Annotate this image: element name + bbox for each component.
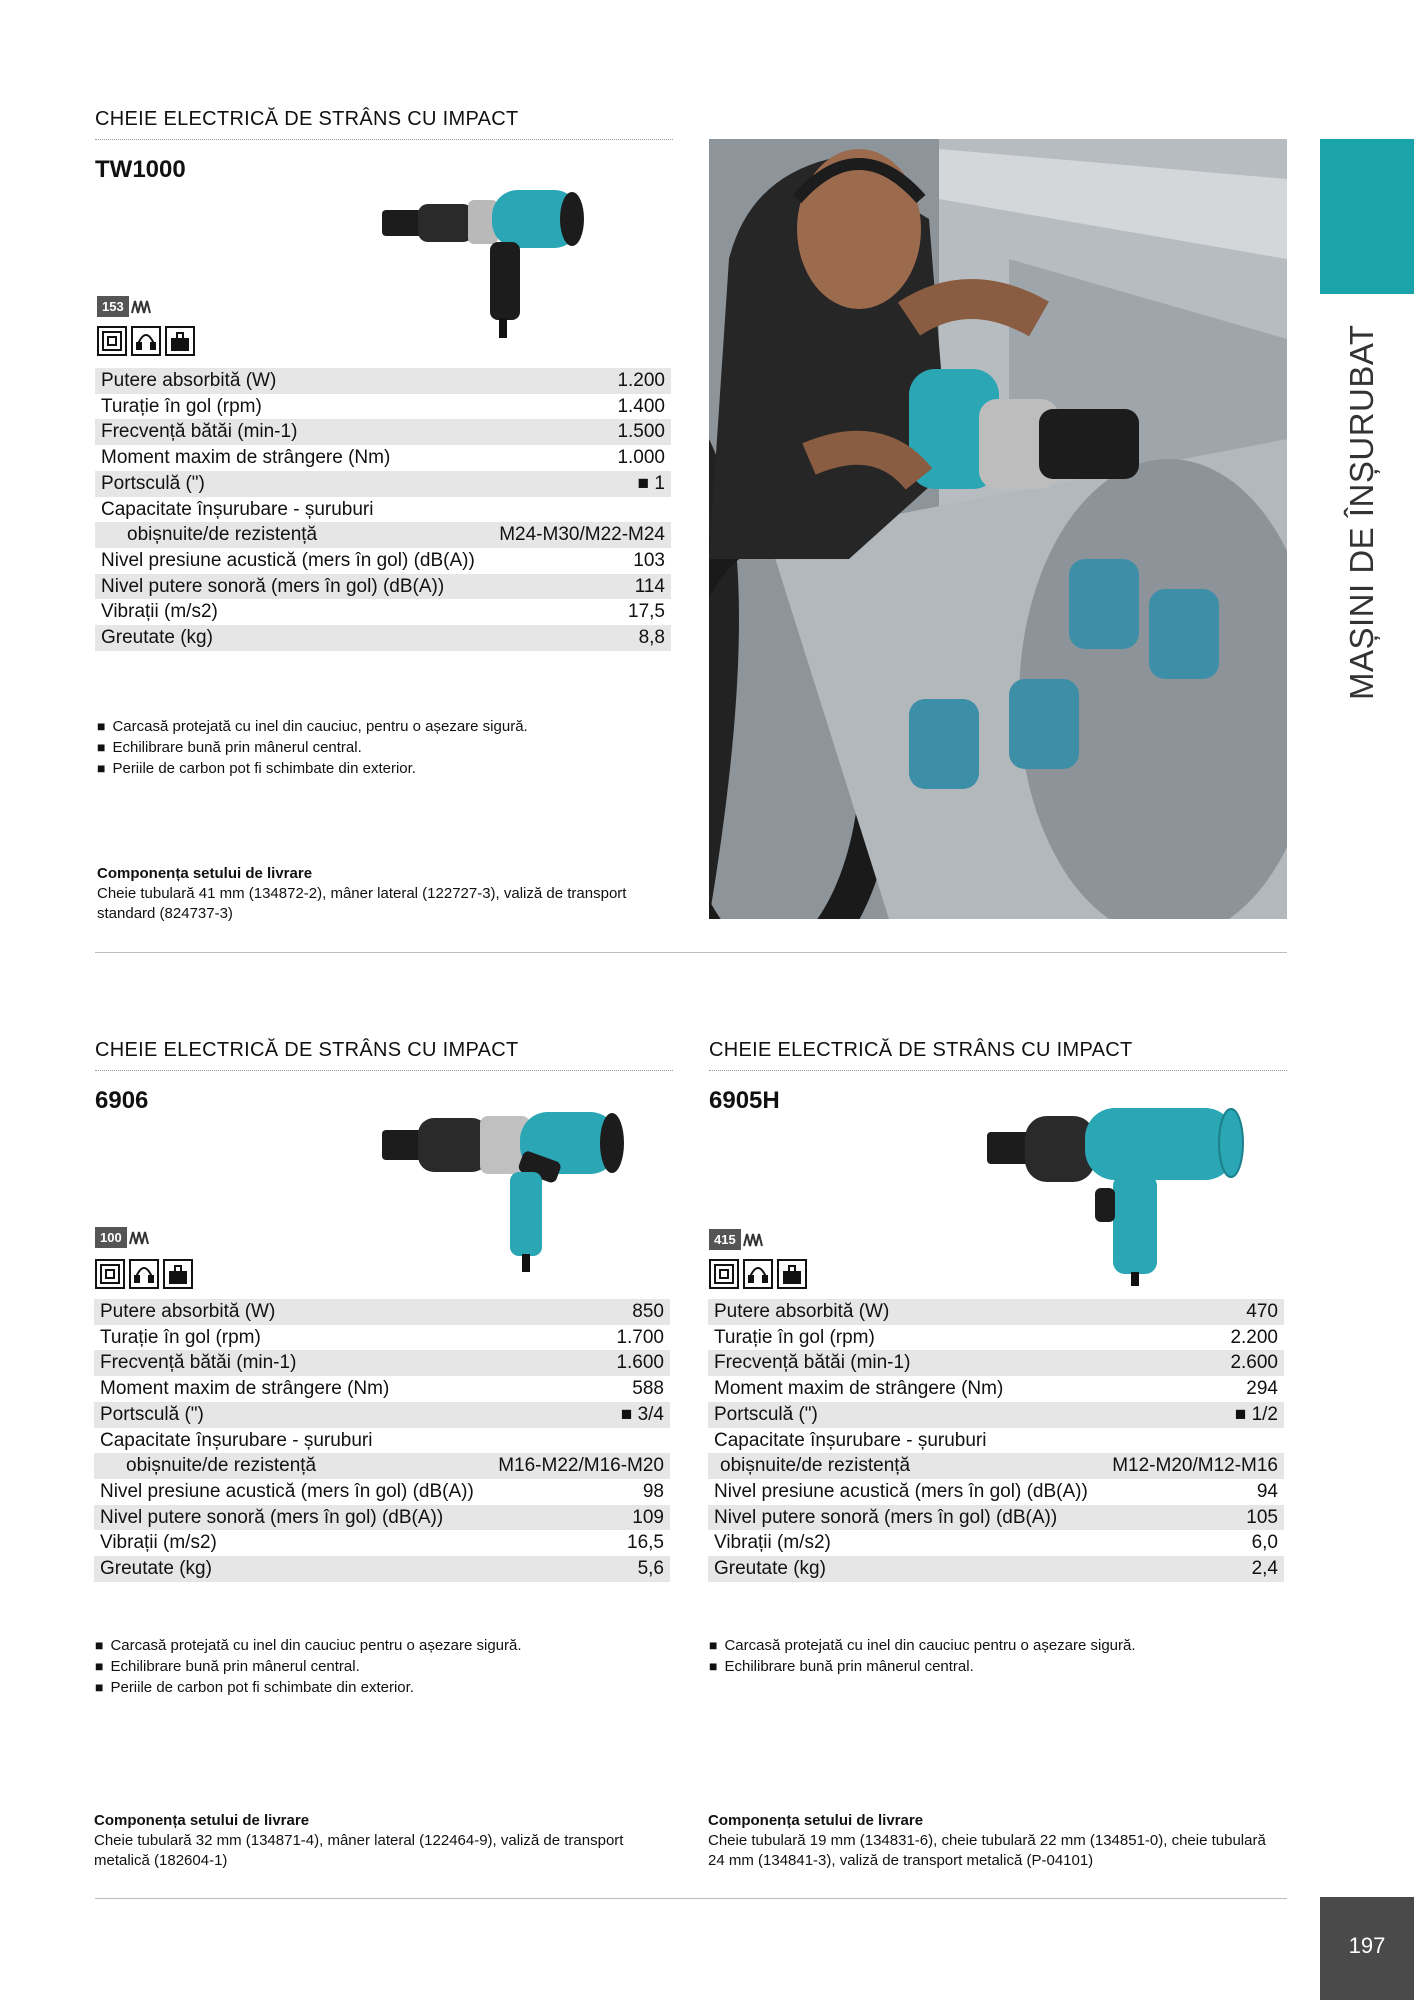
spec-row <box>94 1350 670 1376</box>
side-category-label <box>1343 324 1383 700</box>
spec-label: Putere absorbită (W) <box>708 1299 1102 1325</box>
delivery-kit-tw1000 <box>97 864 657 924</box>
spec-value: 6,0 <box>1251 1532 1278 1554</box>
feature-item: ■ Periile de carbon pot fi schimbate din exterior. <box>97 758 528 779</box>
spec-label: Putere absorbită (W) <box>94 1299 488 1325</box>
spec-row <box>94 1479 670 1505</box>
spec-label: Frecvență bătăi (min-1) <box>708 1350 1102 1376</box>
ear-protection-icon <box>129 1259 159 1289</box>
spec-value: ■ 1 <box>489 471 671 497</box>
spec-label: Capacitate înșurubare - șuruburi <box>100 1429 373 1451</box>
badge-row <box>95 1227 151 1248</box>
spec-value: ■ 3/4 <box>488 1402 670 1428</box>
spec-label: Frecvență bătăi (min-1) <box>94 1350 488 1376</box>
spec-value <box>488 1428 670 1454</box>
feature-item: ■ Carcasă protejată cu inel din cauciuc pentru o așezare sigură. <box>95 1635 522 1656</box>
spec-value: 2,4 <box>1102 1556 1284 1582</box>
carry-case-icon <box>163 1259 193 1289</box>
badge-row <box>709 1229 765 1250</box>
spec-value: 16,5 <box>627 1532 664 1554</box>
category-title: CHEIE ELECTRICĂ DE STRÂNS CU IMPACT <box>95 1039 673 1071</box>
spec-row <box>94 1453 670 1479</box>
spec-row <box>95 548 671 574</box>
weight-badge: 153 <box>97 296 129 317</box>
kit-text: Cheie tubulară 32 mm (134871-4), mâner lateral (122464-9), valiză de transport metalică (182604-1) <box>94 1832 624 1869</box>
spec-value: 94 <box>1256 1480 1278 1502</box>
spec-label: Nivel putere sonoră (mers în gol) (dB(A)) <box>708 1505 1102 1531</box>
page-number: 197 <box>1320 1897 1414 2000</box>
spec-row <box>94 1299 670 1325</box>
spec-label: Capacitate înșurubare - șuruburi <box>714 1429 987 1451</box>
spec-row <box>708 1479 1284 1505</box>
spec-value: 588 <box>632 1378 664 1400</box>
spec-value: M16-M22/M16-M20 <box>488 1453 670 1479</box>
spec-value: 1.500 <box>489 419 671 445</box>
spec-row <box>708 1453 1284 1479</box>
delivery-kit-6906 <box>94 1811 654 1871</box>
spec-row <box>94 1556 670 1582</box>
spec-row <box>95 497 671 523</box>
spec-value: 294 <box>1246 1378 1278 1400</box>
spring-icon <box>743 1230 765 1250</box>
spec-label: Nivel presiune acustică (mers în gol) (dB(A)) <box>101 549 475 571</box>
spec-label: Moment maxim de strângere (Nm) <box>101 447 391 469</box>
spec-value: 114 <box>489 574 671 600</box>
ear-protection-icon <box>131 326 161 356</box>
feature-icons <box>95 1259 193 1289</box>
model-name: 6905H <box>709 1087 780 1114</box>
spec-row <box>95 445 671 471</box>
spec-label: Vibrații (m/s2) <box>714 1532 831 1554</box>
weight-badge: 415 <box>709 1229 741 1250</box>
spec-value: 1.000 <box>617 447 665 469</box>
feature-list-6905h <box>709 1635 1136 1677</box>
spec-table-6905h <box>708 1299 1284 1582</box>
spec-row <box>95 625 671 651</box>
spec-label: Portsculă (") <box>94 1402 488 1428</box>
side-color-tab <box>1320 139 1414 294</box>
feature-item: ■ Echilibrare bună prin mânerul central. <box>95 1656 522 1677</box>
spec-row <box>95 419 671 445</box>
carry-case-icon <box>777 1259 807 1289</box>
double-insulation-icon <box>97 326 127 356</box>
model-name: 6906 <box>95 1087 149 1114</box>
spec-label: Turație în gol (rpm) <box>100 1326 261 1348</box>
spec-value: 2.600 <box>1102 1350 1284 1376</box>
kit-title: Componența setului de livrare <box>708 1812 924 1829</box>
weight-badge: 100 <box>95 1227 127 1248</box>
spec-label: Vibrații (m/s2) <box>101 601 218 623</box>
kit-text: Cheie tubulară 19 mm (134831-6), cheie tubulară 22 mm (134851-0), cheie tubulară 24 mm (134841-3), valiză de transport metalică (P-04101) <box>708 1832 1266 1869</box>
spec-row <box>95 394 671 420</box>
spec-label: Vibrații (m/s2) <box>100 1532 217 1554</box>
spec-value: 2.200 <box>1230 1326 1278 1348</box>
spec-row <box>94 1376 670 1402</box>
impact-wrench-6906-image <box>380 1106 630 1276</box>
spec-label: Greutate (kg) <box>94 1556 488 1582</box>
product-tw1000-header <box>95 108 673 184</box>
kit-title: Componența setului de livrare <box>94 1812 310 1829</box>
spec-label: Portsculă (") <box>95 471 489 497</box>
spec-row <box>708 1325 1284 1351</box>
spec-label: Greutate (kg) <box>95 625 489 651</box>
category-title: CHEIE ELECTRICĂ DE STRÂNS CU IMPACT <box>709 1039 1287 1071</box>
badge-row <box>97 296 153 317</box>
carry-case-icon <box>165 326 195 356</box>
spec-row <box>94 1530 670 1556</box>
spec-label: obișnuite/de rezistență <box>708 1453 1102 1479</box>
spec-row <box>95 522 671 548</box>
spec-value <box>489 497 671 523</box>
spec-row <box>94 1505 670 1531</box>
feature-item: ■ Carcasă protejată cu inel din cauciuc, pentru o așezare sigură. <box>97 716 528 737</box>
spec-value: 1.700 <box>616 1326 664 1348</box>
spring-icon <box>129 1228 151 1248</box>
spec-value: M24-M30/M22-M24 <box>489 522 671 548</box>
spec-label: Turație în gol (rpm) <box>714 1326 875 1348</box>
spec-value: 470 <box>1102 1299 1284 1325</box>
spec-value: M12-M20/M12-M16 <box>1102 1453 1284 1479</box>
feature-list-tw1000 <box>97 716 528 779</box>
spec-label: Frecvență bătăi (min-1) <box>95 419 489 445</box>
spec-label: Portsculă (") <box>708 1402 1102 1428</box>
spec-row <box>95 599 671 625</box>
spec-value: 850 <box>488 1299 670 1325</box>
spec-row <box>94 1402 670 1428</box>
spec-label: Capacitate înșurubare - șuruburi <box>101 498 374 520</box>
double-insulation-icon <box>709 1259 739 1289</box>
spec-label: obișnuite/de rezistență <box>94 1453 488 1479</box>
side-category-text: MAȘINI DE ÎNȘURUBAT <box>1343 324 1380 700</box>
spec-row <box>95 574 671 600</box>
ear-protection-icon <box>743 1259 773 1289</box>
spec-label: Nivel putere sonoră (mers în gol) (dB(A)) <box>95 574 489 600</box>
spec-row <box>708 1402 1284 1428</box>
spec-label: Greutate (kg) <box>708 1556 1102 1582</box>
spec-value: ■ 1/2 <box>1102 1402 1284 1428</box>
category-title: CHEIE ELECTRICĂ DE STRÂNS CU IMPACT <box>95 108 673 140</box>
worker-using-impact-wrench-photo <box>709 139 1287 919</box>
spec-label: Nivel presiune acustică (mers în gol) (dB(A)) <box>100 1480 474 1502</box>
spec-row <box>708 1299 1284 1325</box>
spec-value: 98 <box>642 1480 664 1502</box>
spec-value: 103 <box>633 549 665 571</box>
spec-label: Nivel putere sonoră (mers în gol) (dB(A)) <box>94 1505 488 1531</box>
spec-label: obișnuite/de rezistență <box>95 522 489 548</box>
feature-item: ■ Echilibrare bună prin mânerul central. <box>709 1656 1136 1677</box>
spec-value <box>1102 1428 1284 1454</box>
spec-row <box>94 1325 670 1351</box>
spec-row <box>708 1505 1284 1531</box>
feature-item: ■ Carcasă protejată cu inel din cauciuc pentru o așezare sigură. <box>709 1635 1136 1656</box>
feature-icons <box>97 326 195 356</box>
spec-label: Turație în gol (rpm) <box>101 395 262 417</box>
spec-value: 1.200 <box>489 368 671 394</box>
impact-wrench-tw1000-image <box>380 182 590 342</box>
spec-row <box>94 1428 670 1454</box>
spec-table-tw1000 <box>95 368 671 651</box>
spec-value: 8,8 <box>489 625 671 651</box>
spec-row <box>708 1376 1284 1402</box>
spec-label: Moment maxim de strângere (Nm) <box>100 1378 390 1400</box>
spec-label: Moment maxim de strângere (Nm) <box>714 1378 1004 1400</box>
model-name: TW1000 <box>95 156 186 183</box>
spec-row <box>708 1530 1284 1556</box>
feature-item: ■ Echilibrare bună prin mânerul central. <box>97 737 528 758</box>
feature-item: ■ Periile de carbon pot fi schimbate din exterior. <box>95 1677 522 1698</box>
spec-row <box>95 471 671 497</box>
spec-label: Nivel presiune acustică (mers în gol) (dB(A)) <box>714 1480 1088 1502</box>
bottom-divider <box>95 1898 1287 1899</box>
spec-row <box>95 368 671 394</box>
double-insulation-icon <box>95 1259 125 1289</box>
feature-list-6906 <box>95 1635 522 1698</box>
product-6906-header <box>95 1039 673 1115</box>
spec-label: Putere absorbită (W) <box>95 368 489 394</box>
kit-text: Cheie tubulară 41 mm (134872-2), mâner lateral (122727-3), valiză de transport standard (824737-3) <box>97 885 627 922</box>
spec-value: 1.400 <box>617 395 665 417</box>
spec-value: 5,6 <box>488 1556 670 1582</box>
spec-table-6906 <box>94 1299 670 1582</box>
section-divider <box>95 952 1287 953</box>
delivery-kit-6905h <box>708 1811 1268 1871</box>
spec-value: 109 <box>488 1505 670 1531</box>
spring-icon <box>131 297 153 317</box>
spec-value: 17,5 <box>628 601 665 623</box>
feature-icons <box>709 1259 807 1289</box>
spec-row <box>708 1556 1284 1582</box>
impact-wrench-6905h-image <box>985 1098 1245 1288</box>
spec-value: 105 <box>1102 1505 1284 1531</box>
spec-row <box>708 1350 1284 1376</box>
spec-value: 1.600 <box>488 1350 670 1376</box>
spec-row <box>708 1428 1284 1454</box>
kit-title: Componența setului de livrare <box>97 865 313 882</box>
